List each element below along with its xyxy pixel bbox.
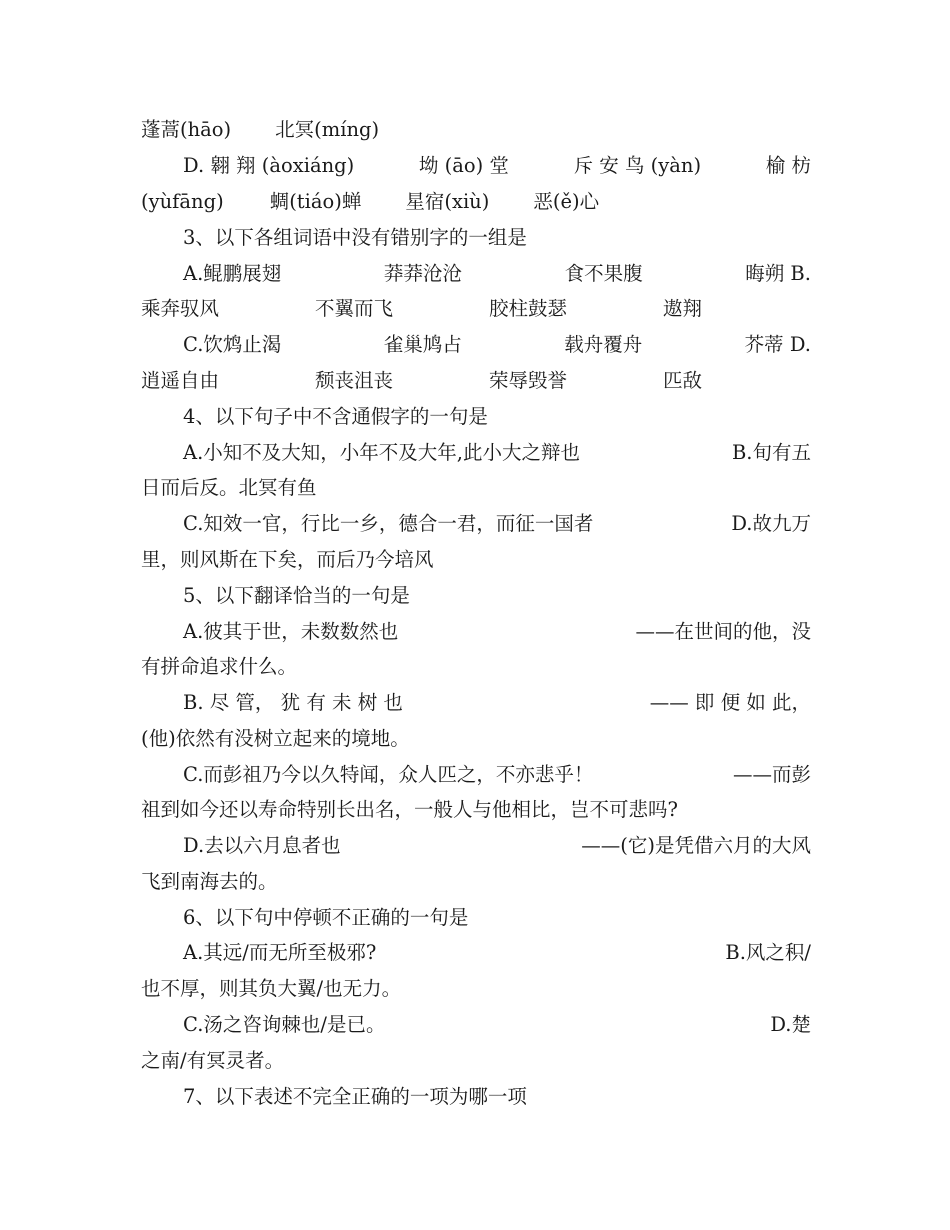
text-segment: 雀巢鸠占 bbox=[383, 333, 462, 356]
text-line bbox=[183, 829, 811, 863]
text-segment: —— 即 便 如 此， bbox=[649, 691, 811, 714]
text-segment: 逍遥自由 bbox=[141, 369, 220, 392]
text-segment: 蜩(tiáo)蝉 bbox=[269, 190, 362, 213]
text-segment: 不翼而飞 bbox=[315, 297, 394, 320]
text-segment: 3、以下各组词语中没有错别字的一组是 bbox=[183, 226, 527, 249]
text-segment: ——在世间的他，没 bbox=[635, 620, 811, 643]
text-line bbox=[141, 722, 811, 756]
text-segment: C.汤之咨询棘也/是已。 bbox=[183, 1013, 386, 1036]
text-line bbox=[141, 793, 811, 827]
text-segment: 也不厚，则其负大翼/也无力。 bbox=[141, 977, 402, 1000]
text-segment: C.而彭祖乃今以久特闻，众人匹之，不亦悲乎！ bbox=[183, 763, 594, 786]
text-segment: B.旬有五 bbox=[731, 441, 811, 464]
text-line bbox=[183, 149, 811, 183]
text-segment: D.楚 bbox=[770, 1013, 811, 1036]
text-segment: 坳 (āo) 堂 bbox=[418, 154, 509, 177]
text-line bbox=[141, 113, 811, 147]
text-segment: 日而后反。北冥有鱼 bbox=[141, 476, 317, 499]
question-heading bbox=[183, 1080, 811, 1114]
text-segment: B. 尽 管， 犹 有 未 树 也 bbox=[183, 691, 403, 714]
text-segment: 北冥(míng) bbox=[275, 118, 380, 141]
text-segment: 胶柱鼓瑟 bbox=[489, 297, 568, 320]
text-segment: 乘奔驭风 bbox=[141, 297, 220, 320]
text-segment: A.彼其于世，未数数然也 bbox=[183, 620, 399, 643]
text-segment: D.故九万 bbox=[731, 512, 811, 535]
text-segment: D.去以六月息者也 bbox=[183, 834, 341, 857]
question-heading bbox=[183, 579, 811, 613]
text-segment: 芥蒂 D. bbox=[744, 333, 811, 356]
text-segment: 斥 安 鸟 (yàn) bbox=[573, 154, 702, 177]
text-line bbox=[141, 650, 811, 684]
text-segment: 匹敌 bbox=[663, 369, 703, 392]
text-segment: 里，则风斯在下矣，而后乃今培风 bbox=[141, 548, 434, 571]
text-line bbox=[141, 364, 811, 398]
text-segment: 蓬蒿(hāo) bbox=[141, 118, 232, 141]
text-segment: (yùfāng) bbox=[141, 190, 224, 213]
text-segment: 载舟覆舟 bbox=[564, 333, 643, 356]
text-segment: 榆 枋 bbox=[765, 154, 811, 177]
text-segment: 6、以下句中停顿不正确的一句是 bbox=[183, 906, 469, 929]
text-segment: 飞到南海去的。 bbox=[141, 870, 278, 893]
question-heading bbox=[183, 901, 811, 935]
text-line bbox=[183, 936, 811, 970]
text-line bbox=[141, 543, 811, 577]
text-segment: 星宿(xiù) bbox=[405, 190, 490, 213]
text-line bbox=[183, 328, 811, 362]
text-line bbox=[183, 257, 811, 291]
text-line bbox=[141, 185, 811, 219]
text-segment: D. 翱 翔 (àoxiáng) bbox=[183, 154, 355, 177]
text-segment: 7、以下表述不完全正确的一项为哪一项 bbox=[183, 1085, 527, 1108]
text-segment: A.鲲鹏展翅 bbox=[183, 262, 282, 285]
text-segment: B.风之积/ bbox=[725, 941, 811, 964]
text-segment: 4、以下句子中不含通假字的一句是 bbox=[183, 405, 488, 428]
text-segment: (他)依然有没树立起来的境地。 bbox=[141, 727, 410, 750]
text-line bbox=[183, 615, 811, 649]
text-segment: 祖到如今还以寿命特别长出名，一般人与他相比，岂不可悲吗? bbox=[141, 798, 678, 821]
text-segment: 遨翔 bbox=[663, 297, 703, 320]
text-segment: 颓丧沮丧 bbox=[315, 369, 394, 392]
text-segment: 莽莽沧沧 bbox=[383, 262, 462, 285]
text-segment: ——(它)是凭借六月的大风 bbox=[581, 834, 811, 857]
question-heading bbox=[183, 221, 811, 255]
text-line bbox=[141, 292, 811, 326]
text-segment: 荣辱毁誉 bbox=[489, 369, 568, 392]
text-segment: 5、以下翻译恰当的一句是 bbox=[183, 584, 410, 607]
text-line bbox=[141, 471, 811, 505]
text-segment: ——而彭 bbox=[732, 763, 811, 786]
text-segment: 有拼命追求什么。 bbox=[141, 655, 298, 678]
text-segment: 食不果腹 bbox=[564, 262, 643, 285]
text-line bbox=[141, 1044, 811, 1078]
text-line bbox=[183, 686, 811, 720]
text-line bbox=[141, 972, 811, 1006]
text-segment: 恶(ě)心 bbox=[533, 190, 600, 213]
text-segment: 之南/有冥灵者。 bbox=[141, 1049, 285, 1072]
text-line bbox=[183, 758, 811, 792]
text-line bbox=[141, 865, 811, 899]
text-line bbox=[183, 436, 811, 470]
text-segment: A.其远/而无所至极邪? bbox=[183, 941, 377, 964]
text-segment: C.知效一官，行比一乡，德合一君，而征一国者 bbox=[183, 512, 594, 535]
text-line bbox=[183, 507, 811, 541]
text-line bbox=[183, 1008, 811, 1042]
text-segment: 晦朔 B. bbox=[745, 262, 811, 285]
text-segment: C.饮鸩止渴 bbox=[183, 333, 282, 356]
question-heading bbox=[183, 400, 811, 434]
text-segment: A.小知不及大知，小年不及大年,此小大之辩也 bbox=[183, 441, 580, 464]
